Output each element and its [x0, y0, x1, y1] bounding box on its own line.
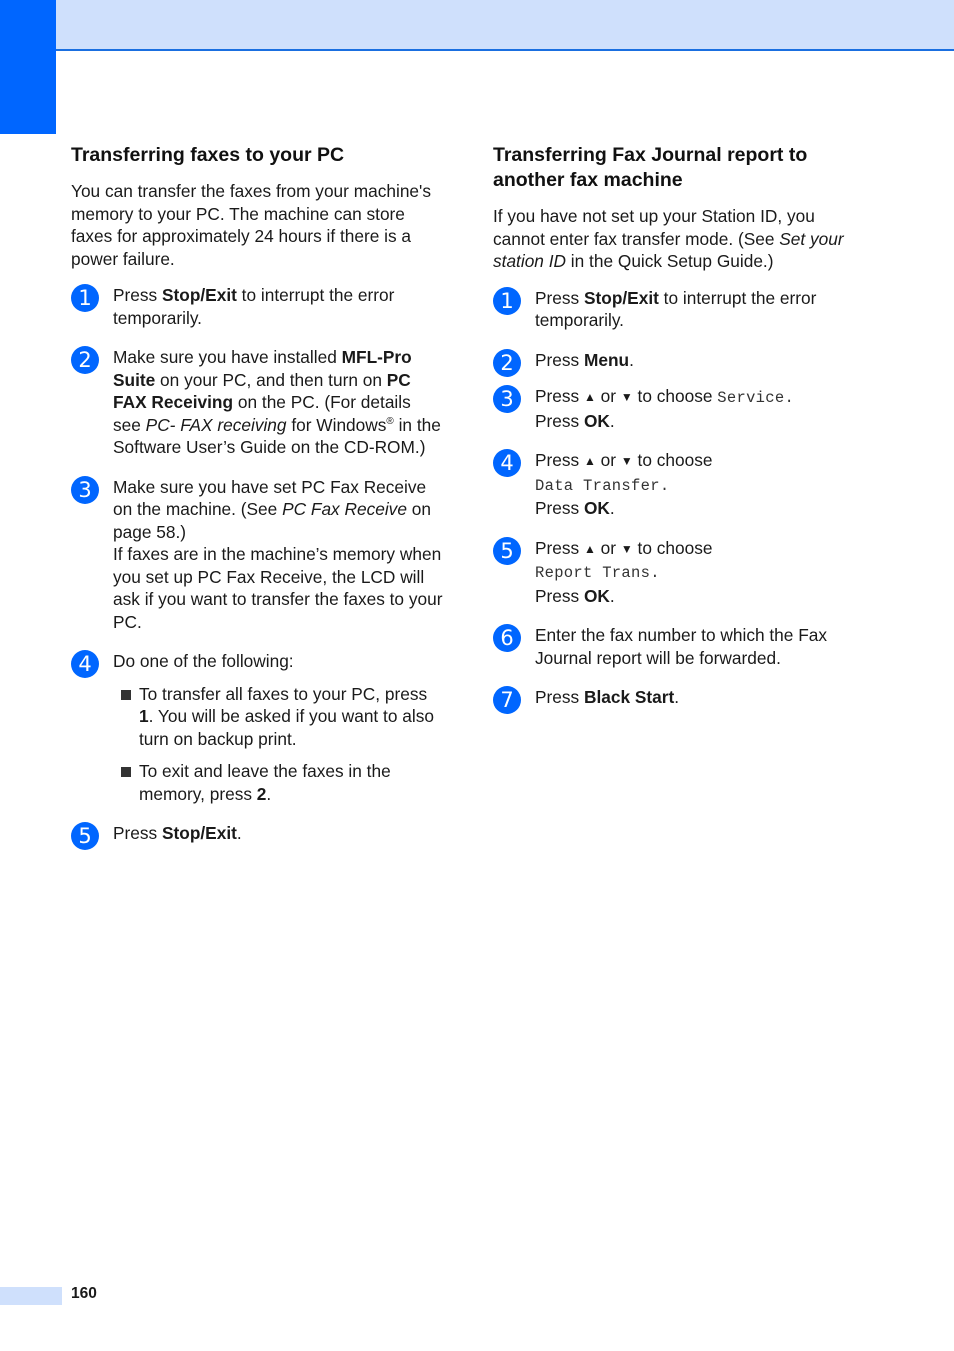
- left-heading: Transferring faxes to your PC: [71, 144, 345, 166]
- step-number: 5: [71, 822, 99, 850]
- right-column: [493, 143, 865, 726]
- step-text: .: [674, 687, 680, 707]
- step-text: Press: [535, 450, 584, 470]
- step-text: Make sure you have installed: [113, 347, 342, 367]
- step-text: in the Software User’s Guide on the CD-ROM.): [113, 414, 441, 457]
- right-step-4: [493, 449, 865, 520]
- square-bullet-icon: [121, 690, 131, 700]
- left-step-4: [71, 650, 443, 805]
- key-label: Menu: [583, 349, 630, 370]
- step-text: Press: [535, 410, 584, 431]
- step-number: 5: [493, 537, 521, 565]
- key-label: Black Start: [583, 687, 675, 707]
- chapter-tab: [0, 0, 56, 134]
- key-label: OK: [583, 498, 610, 518]
- lcd-menu-text: Service: [717, 389, 785, 407]
- step-text: Press: [535, 287, 584, 308]
- right-heading: Transferring Fax Journal report to another fax machine: [493, 144, 808, 191]
- step-text: .: [609, 498, 615, 518]
- key-label: Stop/Exit: [161, 285, 237, 305]
- lcd-menu-text: Data Transfer: [535, 476, 660, 495]
- key-label: 2: [256, 783, 267, 804]
- step-text: to choose: [632, 537, 713, 558]
- option-item: [113, 760, 443, 805]
- intro-text: If you have not set up your Station ID, you cannot enter fax transfer mode. (See: [493, 206, 815, 249]
- option-text: To transfer all faxes to your PC, press: [139, 683, 428, 704]
- step-text: to interrupt the error temporarily.: [535, 287, 817, 330]
- step-number: 2: [71, 346, 99, 374]
- key-label: Stop/Exit: [583, 287, 659, 308]
- right-step-5: [493, 537, 865, 608]
- reference-title: PC Fax Receive: [282, 499, 407, 519]
- reference-title: PC- FAX receiving: [145, 414, 287, 435]
- lcd-menu-text: Report Trans.: [535, 564, 660, 582]
- step-note: If faxes are in the machine’s memory when you set up PC Fax Receive, the LCD will ask if you want to transfer the faxes to your PC.: [113, 544, 443, 632]
- option-text: . You will be asked if you want to also turn on backup print.: [139, 706, 434, 749]
- lcd-punctuation: .: [659, 476, 670, 495]
- step-text: Press: [113, 285, 162, 305]
- options-list: [113, 683, 443, 806]
- step-text: Press: [535, 585, 584, 606]
- step-text: Press: [535, 498, 584, 518]
- option-item: [113, 683, 443, 751]
- registered-mark: ®: [386, 415, 394, 427]
- step-text: Make sure you have set PC Fax Receive on the machine. (See: [113, 476, 427, 519]
- right-step-6: [493, 624, 865, 669]
- step-text: on your PC, and then turn on: [155, 369, 387, 390]
- lcd-punctuation: .: [784, 389, 795, 407]
- key-label: OK: [583, 410, 610, 431]
- step-text: to choose: [632, 386, 718, 406]
- step-text: or: [595, 386, 621, 406]
- down-arrow-icon: ▼: [620, 390, 633, 404]
- left-intro: You can transfer the faxes from your machine's memory to your PC. The machine can store faxes for approximately 24 hours if there is a power failure.: [71, 181, 431, 269]
- down-arrow-icon: ▼: [620, 454, 633, 468]
- down-arrow-icon: ▼: [620, 541, 633, 556]
- step-number: 6: [493, 624, 521, 652]
- step-text: Press: [535, 386, 584, 406]
- step-text: Do one of the following:: [113, 651, 294, 671]
- step-number: 1: [71, 284, 99, 312]
- feature-name: PC FAX Receiving: [113, 369, 411, 412]
- step-number: 7: [493, 686, 521, 714]
- software-name: MFL-Pro Suite: [113, 347, 412, 390]
- step-number: 4: [71, 650, 99, 678]
- right-step-3: [493, 385, 865, 432]
- key-label: OK: [583, 585, 610, 606]
- reference-title: Set your station ID: [493, 228, 844, 271]
- option-text: To exit and leave the faxes in the memory, press: [139, 761, 391, 804]
- key-label: Stop/Exit: [161, 823, 237, 843]
- step-text: .: [236, 823, 242, 843]
- key-label: 1: [139, 706, 149, 726]
- right-intro: [493, 205, 865, 273]
- step-number: 1: [493, 287, 521, 315]
- step-text: Press: [535, 687, 584, 707]
- step-number: 3: [493, 385, 521, 413]
- step-text: on page 58.): [113, 499, 431, 542]
- left-step-1: [71, 284, 443, 329]
- step-number: 2: [493, 349, 521, 377]
- step-text: Press: [535, 537, 584, 558]
- step-text: or: [595, 537, 621, 558]
- header-band: [0, 0, 954, 51]
- option-text: .: [266, 783, 272, 804]
- left-step-3: [71, 476, 443, 634]
- step-text: Press: [535, 349, 584, 370]
- left-step-2: [71, 346, 443, 459]
- left-step-5: [71, 822, 443, 848]
- step-text: Press: [113, 823, 162, 843]
- step-text: .: [629, 349, 634, 370]
- up-arrow-icon: ▲: [583, 541, 596, 556]
- square-bullet-icon: [121, 767, 131, 777]
- step-text: .: [609, 410, 615, 431]
- page-number: 160: [71, 1285, 97, 1302]
- step-text: for Windows: [286, 414, 387, 435]
- right-step-2: [493, 349, 865, 375]
- right-step-1: [493, 287, 865, 332]
- step-number: 3: [71, 476, 99, 504]
- step-text: to choose: [632, 450, 713, 470]
- step-text: to interrupt the error temporarily.: [113, 285, 395, 328]
- footer-band: [0, 1287, 62, 1305]
- intro-text: in the Quick Setup Guide.): [566, 251, 774, 271]
- up-arrow-icon: ▲: [583, 454, 596, 468]
- left-column: [71, 143, 443, 862]
- right-step-7: [493, 686, 865, 712]
- step-text: .: [609, 585, 615, 606]
- step-number: 4: [493, 449, 521, 477]
- up-arrow-icon: ▲: [583, 390, 596, 404]
- step-text: or: [595, 450, 621, 470]
- step-text: Enter the fax number to which the Fax Journal report will be forwarded.: [535, 625, 828, 668]
- step-text: on the PC. (For details see: [113, 392, 411, 435]
